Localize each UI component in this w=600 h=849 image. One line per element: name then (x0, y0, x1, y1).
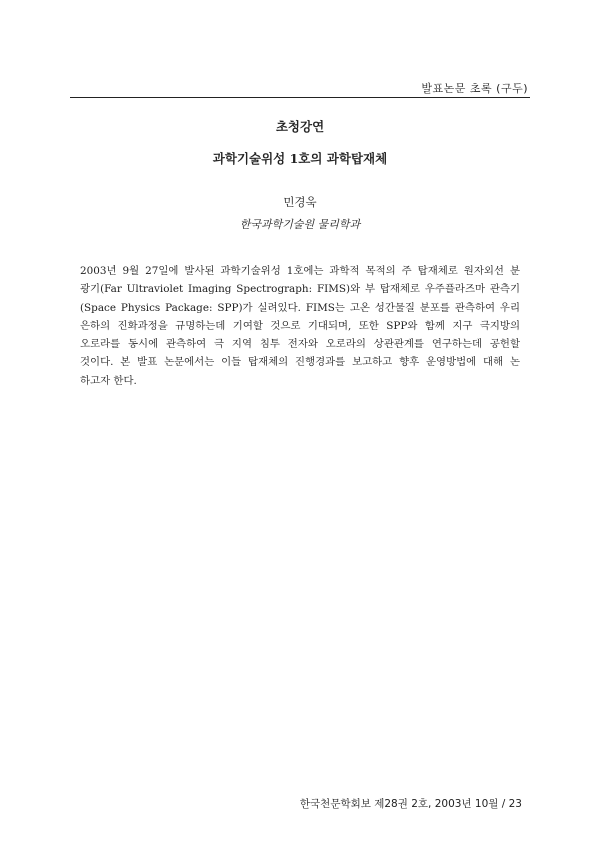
author-affiliation: 한국과학기술원 물리학과 (239, 218, 361, 231)
running-header: 발표논문 초록 (구두) (421, 82, 528, 95)
abstract-line: (Space Physics Package: SPP)가 실려있다. FIMS는 고온 성간물질 분포를 관측하여 우리 (80, 301, 520, 314)
abstract-line: 광기(Far Ultraviolet Imaging Spectrograph: FIMS)와 부 탑재체로 우주플라즈마 관측기 (80, 283, 520, 296)
abstract-body (80, 262, 520, 390)
abstract-line: 2003년 9월 27일에 발사된 과학기술위성 1호에는 과학적 목적의 주 탑재체로 원자외선 분 (80, 265, 520, 277)
abstract-line: 오로라를 동시에 관측하여 극 지역 침투 전자와 오로라의 상관관계를 연구하는데 공헌할 (80, 338, 520, 351)
section-title: 초청강연 (275, 119, 325, 134)
author-name: 민경욱 (283, 195, 317, 209)
paper-title: 과학기술위성 1호의 과학탑재체 (212, 151, 388, 166)
footer-citation: 한국천문학회보 제28권 2호, 2003년 10월 / 23 (299, 798, 522, 810)
header-rule (70, 97, 530, 98)
abstract-line: 하고자 한다. (80, 374, 137, 387)
abstract-line: 은하의 진화과정을 규명하는데 기여할 것으로 기대되며, 또한 SPP와 함께 지구 극지방의 (80, 319, 520, 332)
abstract-line: 것이다. 본 발표 논문에서는 이들 탑재체의 진행경과를 보고하고 향후 운영방법에 대해 논 (80, 356, 520, 369)
